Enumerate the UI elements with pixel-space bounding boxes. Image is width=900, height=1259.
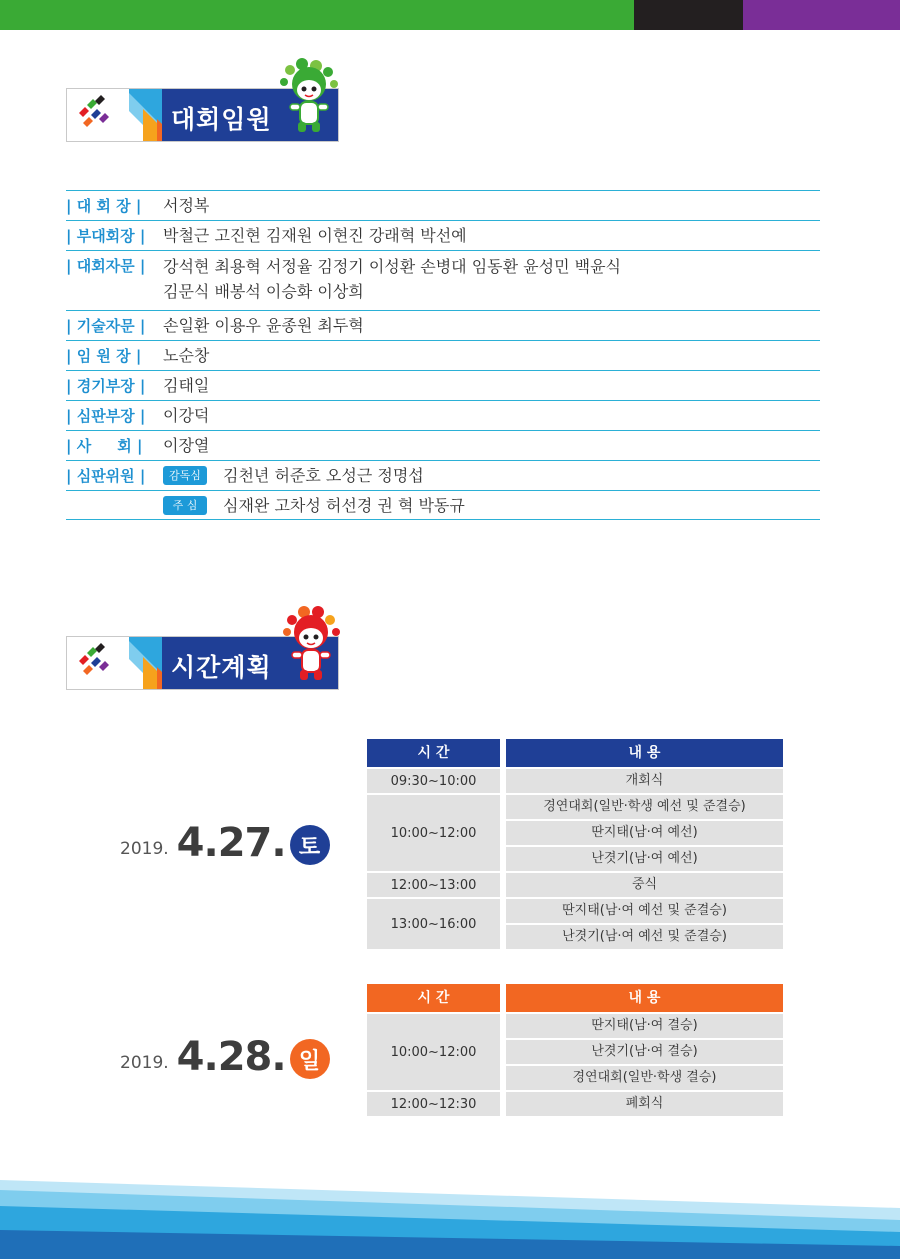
event-logo-icon <box>67 89 129 141</box>
official-names: 노순창 <box>163 346 210 365</box>
content-cell: 난겻기(남·여 예선) <box>506 847 783 871</box>
official-role-label: | 부대회장 | <box>66 227 146 245</box>
official-names: 김태일 <box>163 376 210 395</box>
judges-role-label: | 심판위원 | <box>66 467 146 485</box>
day2-schedule-table <box>367 984 783 1116</box>
official-names: 손일환 이용우 윤종원 최두혁 <box>163 316 364 335</box>
content-cell: 폐회식 <box>506 1092 783 1116</box>
day1-schedule-table <box>367 739 783 949</box>
judge-badge-supervisor: 감독심 <box>163 466 207 485</box>
strip-black <box>634 0 743 30</box>
content-cell: 딴지태(남·여 예선 및 준결승) <box>506 899 783 923</box>
official-role-label: | 대 회 장 | <box>66 197 142 215</box>
content-cell: 딴지태(남·여 결승) <box>506 1014 783 1038</box>
time-cell: 12:00~13:00 <box>367 873 500 897</box>
content-cell: 난겻기(남·여 결승) <box>506 1040 783 1064</box>
day1-month-day: 4.27. <box>176 820 286 866</box>
official-row <box>66 430 820 460</box>
schedule-header-row <box>367 739 783 767</box>
official-role-label: | 임 원 장 | <box>66 347 142 365</box>
judges-row <box>66 490 820 520</box>
content-cell: 경연대회(일반·학생 결승) <box>506 1066 783 1090</box>
strip-purple <box>743 0 900 30</box>
day2-year: 2019. <box>120 1053 169 1073</box>
official-row <box>66 190 820 220</box>
official-role-label: | 심판부장 | <box>66 407 146 425</box>
red-mascot-icon <box>280 606 344 686</box>
judges-group <box>163 461 424 491</box>
judges-group <box>163 491 465 521</box>
time-cell: 12:00~12:30 <box>367 1092 500 1116</box>
official-row <box>66 400 820 430</box>
official-names: 이강덕 <box>163 406 210 425</box>
official-names <box>163 254 621 304</box>
schedule-group <box>367 899 783 949</box>
schedule-group <box>367 1014 783 1090</box>
day1-date <box>120 820 330 866</box>
time-cell: 13:00~16:00 <box>367 899 500 949</box>
time-cell: 10:00~12:00 <box>367 1014 500 1090</box>
day2-weekday-badge: 일 <box>290 1039 330 1079</box>
official-names-line-1: 강석현 최용혁 서정율 김정기 이성환 손병대 임동환 윤성민 백윤식 <box>163 257 622 276</box>
schedule-group <box>367 795 783 871</box>
day2-date <box>120 1034 330 1080</box>
content-cell: 중식 <box>506 873 783 897</box>
content-cell: 딴지태(남·여 예선) <box>506 821 783 845</box>
content-cell: 개회식 <box>506 769 783 793</box>
official-row <box>66 340 820 370</box>
official-role-label: | 기술자문 | <box>66 317 146 335</box>
header-time: 시 간 <box>367 984 500 1012</box>
schedule-section-title: 시간계획 <box>171 653 272 682</box>
judge-names: 심재완 고차성 허선경 권 혁 박동규 <box>223 496 465 515</box>
day1-year: 2019. <box>120 839 169 859</box>
official-names: 서정복 <box>163 196 210 215</box>
official-row <box>66 250 820 310</box>
official-names: 박철근 고진현 김재원 이현진 강래혁 박선예 <box>163 226 467 245</box>
top-color-strip <box>0 0 900 30</box>
judge-badge-chief: 주 심 <box>163 496 207 515</box>
schedule-group <box>367 1092 783 1116</box>
time-cell: 09:30~10:00 <box>367 769 500 793</box>
schedule-header-row <box>367 984 783 1012</box>
content-cell: 경연대회(일반·학생 예선 및 준결승) <box>506 795 783 819</box>
header-content: 내 용 <box>506 739 783 767</box>
content-cell: 난겻기(남·여 예선 및 준결승) <box>506 925 783 949</box>
strip-green <box>0 0 634 30</box>
officials-section-title: 대회임원 <box>171 105 272 134</box>
official-row <box>66 370 820 400</box>
official-names: 이장열 <box>163 436 210 455</box>
official-role-label: | 대회자문 | <box>66 257 146 275</box>
official-role-label: | 경기부장 | <box>66 377 146 395</box>
schedule-group <box>367 873 783 897</box>
schedule-group <box>367 769 783 793</box>
header-time: 시 간 <box>367 739 500 767</box>
green-mascot-icon <box>276 58 342 138</box>
header-content: 내 용 <box>506 984 783 1012</box>
official-row <box>66 310 820 340</box>
time-cell: 10:00~12:00 <box>367 795 500 871</box>
judge-names: 김천년 허준호 오성근 정명섭 <box>223 466 424 485</box>
judges-row <box>66 460 820 490</box>
officials-list <box>66 190 820 520</box>
event-logo-icon <box>67 637 129 689</box>
official-row <box>66 220 820 250</box>
day2-month-day: 4.28. <box>176 1034 286 1080</box>
bottom-wave-decoration <box>0 1150 900 1259</box>
official-role-label: | 사 회 | <box>66 437 143 455</box>
day1-weekday-badge: 토 <box>290 825 330 865</box>
official-names-line-2: 김문식 배봉석 이승화 이상희 <box>163 282 364 301</box>
